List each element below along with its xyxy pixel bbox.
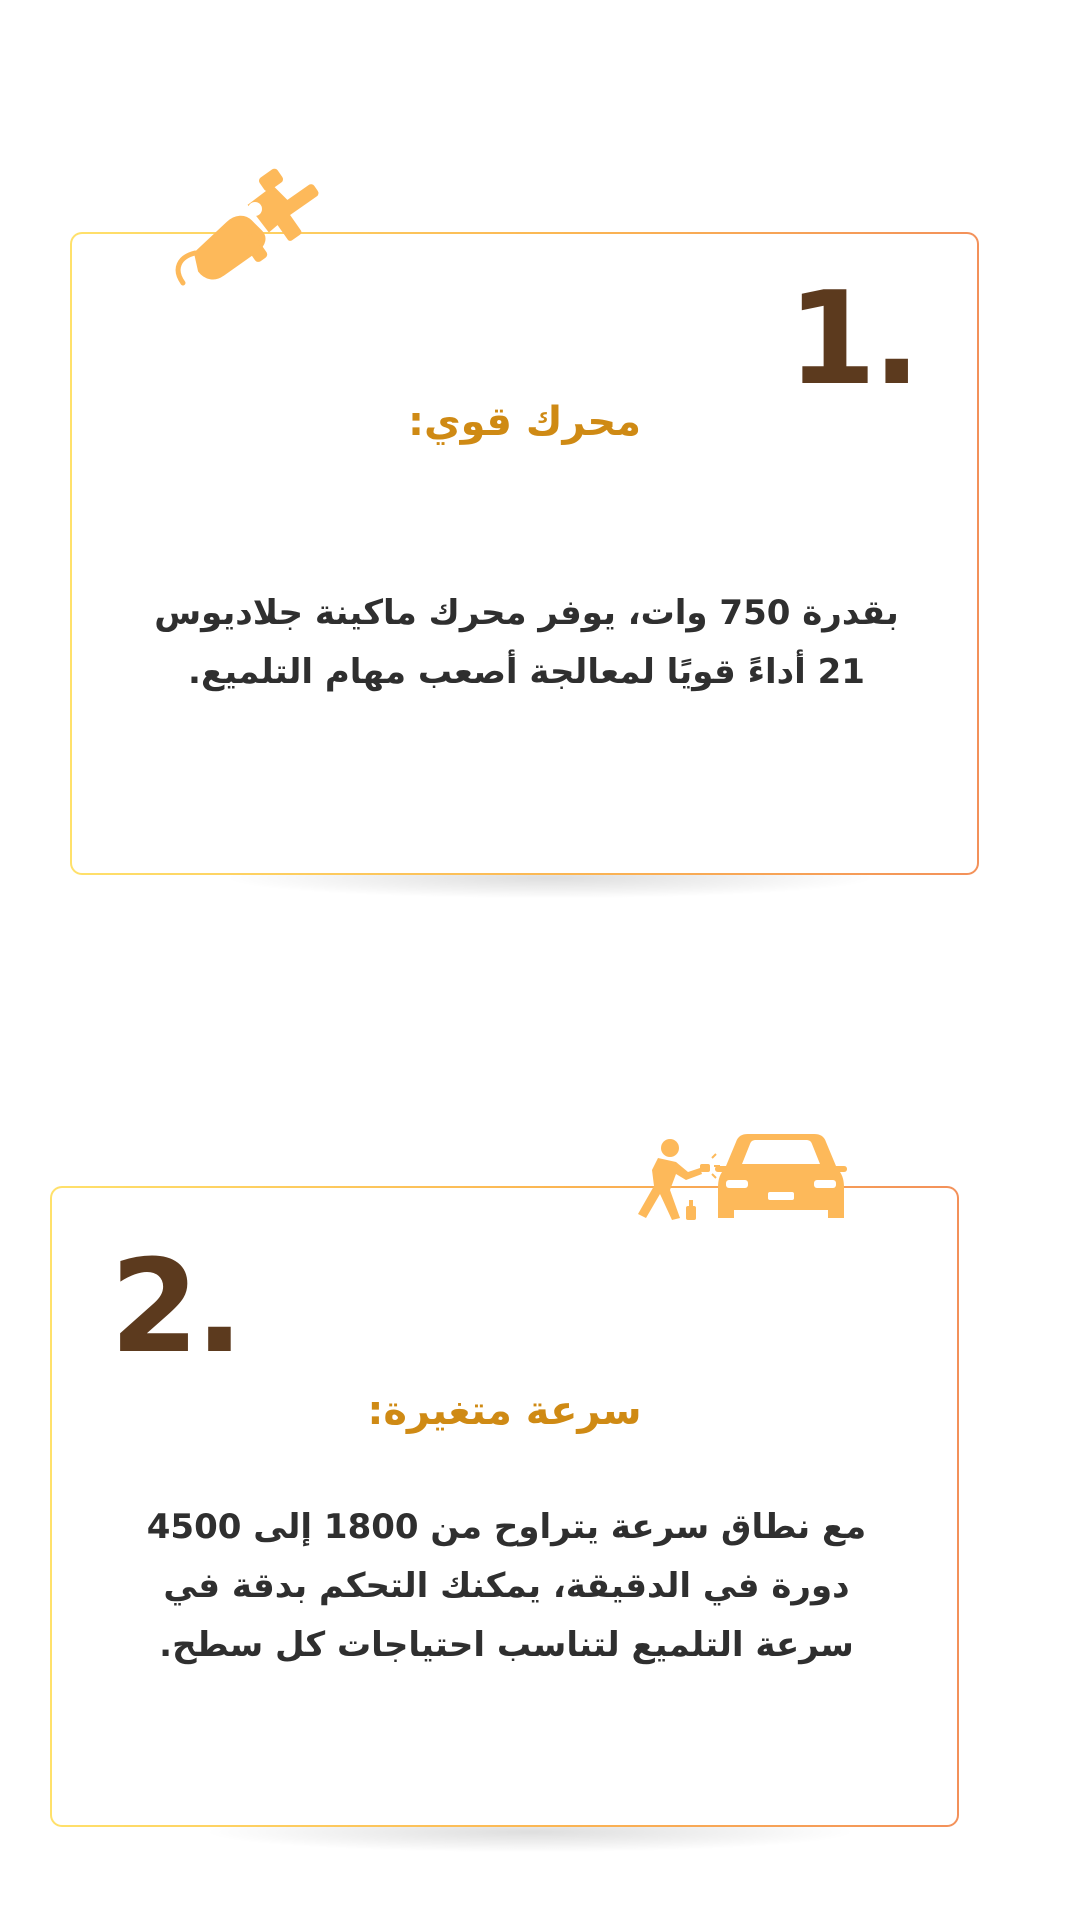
car-detailing-icon bbox=[618, 1128, 848, 1228]
feature-card-speed bbox=[50, 1186, 959, 1827]
polisher-icon bbox=[165, 165, 325, 295]
card-description: بقدرة 750 وات، يوفر محرك ماكينة جلاديوس 21 أداءً قويًا لمعالجة أصعب مهام التلميع. bbox=[154, 593, 899, 692]
card-title: سرعة متغيرة: bbox=[367, 1388, 642, 1434]
card-number: 2. bbox=[110, 1233, 240, 1382]
card-title: محرك قوي: bbox=[408, 399, 641, 445]
card-description: مع نطاق سرعة يتراوح من 1800 إلى 4500 دورة في الدقيقة، يمكنك التحكم بدقة في سرعة التلميع لتناسب احتياجات كل سطح. bbox=[146, 1507, 867, 1665]
feature-card-motor bbox=[70, 232, 979, 875]
card-number: 1. bbox=[787, 265, 917, 414]
